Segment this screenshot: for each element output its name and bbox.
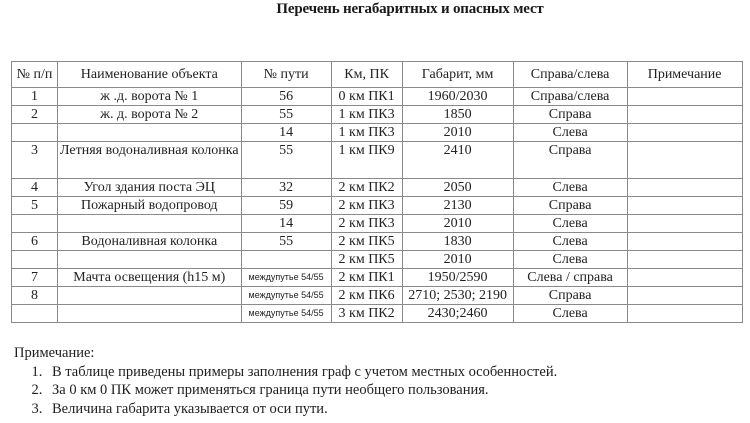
cell-name bbox=[58, 251, 242, 269]
cell-gabarit: 1850 bbox=[402, 106, 513, 124]
cell-num: 7 bbox=[12, 269, 58, 287]
cell-km: 0 км ПК1 bbox=[331, 88, 402, 106]
cell-note bbox=[627, 88, 742, 106]
cell-km: 2 км ПК6 bbox=[331, 287, 402, 305]
cell-track: 14 bbox=[241, 215, 331, 233]
cell-gabarit: 2410 bbox=[402, 142, 513, 179]
table-row bbox=[12, 142, 743, 179]
cell-track: 32 bbox=[241, 179, 331, 197]
header-track: № пути bbox=[241, 62, 331, 88]
cell-side: Справа bbox=[513, 142, 627, 179]
cell-num: 3 bbox=[12, 142, 58, 179]
notes-list bbox=[14, 363, 557, 419]
cell-side: Слева bbox=[513, 215, 627, 233]
cell-side: Слева / справа bbox=[513, 269, 627, 287]
cell-note bbox=[627, 124, 742, 142]
cell-num: 5 bbox=[12, 197, 58, 215]
cell-track: 59 bbox=[241, 197, 331, 215]
note-item: 2. За 0 км 0 ПК может применяться граница пути необщего пользования. bbox=[46, 381, 557, 400]
table-row bbox=[12, 88, 743, 106]
cell-note bbox=[627, 197, 742, 215]
cell-km: 1 км ПК3 bbox=[331, 106, 402, 124]
cell-gabarit: 2050 bbox=[402, 179, 513, 197]
cell-track: 56 bbox=[241, 88, 331, 106]
cell-track: 55 bbox=[241, 233, 331, 251]
cell-side: Слева bbox=[513, 179, 627, 197]
table-row bbox=[12, 179, 743, 197]
table-row bbox=[12, 287, 743, 305]
cell-side: Слева bbox=[513, 233, 627, 251]
cell-num bbox=[12, 251, 58, 269]
cell-side: Справа bbox=[513, 197, 627, 215]
cell-km: 2 км ПК5 bbox=[331, 233, 402, 251]
cell-name: Водоналивная колонка bbox=[58, 233, 242, 251]
cell-num: 1 bbox=[12, 88, 58, 106]
table-row bbox=[12, 124, 743, 142]
table-row bbox=[12, 251, 743, 269]
cell-km: 2 км ПК3 bbox=[331, 215, 402, 233]
cell-gabarit: 2430;2460 bbox=[402, 305, 513, 323]
notes-heading: Примечание: bbox=[14, 345, 95, 361]
cell-num: 8 bbox=[12, 287, 58, 305]
header-name: Наименование объекта bbox=[58, 62, 242, 88]
cell-gabarit: 1960/2030 bbox=[402, 88, 513, 106]
cell-name: Летняя водоналивная колонка bbox=[58, 142, 242, 179]
cell-note bbox=[627, 142, 742, 179]
cell-side: Справа/слева bbox=[513, 88, 627, 106]
cell-track: междупутье 54/55 bbox=[241, 305, 331, 323]
cell-km: 2 км ПК3 bbox=[331, 197, 402, 215]
cell-note bbox=[627, 251, 742, 269]
table-row bbox=[12, 233, 743, 251]
cell-num: 6 bbox=[12, 233, 58, 251]
cell-track bbox=[241, 251, 331, 269]
cell-side: Слева bbox=[513, 124, 627, 142]
cell-note bbox=[627, 287, 742, 305]
cell-note bbox=[627, 269, 742, 287]
cell-gabarit: 2130 bbox=[402, 197, 513, 215]
cell-note bbox=[627, 179, 742, 197]
header-gabarit: Габарит, мм bbox=[402, 62, 513, 88]
cell-num bbox=[12, 124, 58, 142]
header-km: Км, ПК bbox=[331, 62, 402, 88]
cell-num bbox=[12, 215, 58, 233]
cell-name: Угол здания поста ЭЦ bbox=[58, 179, 242, 197]
cell-km: 1 км ПК3 bbox=[331, 124, 402, 142]
cell-km: 2 км ПК2 bbox=[331, 179, 402, 197]
cell-note bbox=[627, 215, 742, 233]
cell-track: междупутье 54/55 bbox=[241, 269, 331, 287]
oversize-places-table bbox=[11, 61, 743, 323]
cell-name: Мачта освещения (h15 м) bbox=[58, 269, 242, 287]
cell-gabarit: 2010 bbox=[402, 215, 513, 233]
cell-gabarit: 2710; 2530; 2190 bbox=[402, 287, 513, 305]
notes-section bbox=[14, 344, 557, 418]
note-item: 1. В таблице приведены примеры заполнения граф с учетом местных особенностей. bbox=[46, 363, 557, 382]
table-header-row bbox=[12, 62, 743, 88]
cell-note bbox=[627, 305, 742, 323]
cell-num bbox=[12, 305, 58, 323]
table-row bbox=[12, 215, 743, 233]
cell-name: ж. д. ворота № 2 bbox=[58, 106, 242, 124]
cell-note bbox=[627, 233, 742, 251]
cell-gabarit: 1830 bbox=[402, 233, 513, 251]
cell-side: Слева bbox=[513, 305, 627, 323]
table-row bbox=[12, 269, 743, 287]
cell-num: 4 bbox=[12, 179, 58, 197]
table-row bbox=[12, 305, 743, 323]
document-title: Перечень негабаритных и опасных мест bbox=[276, 1, 544, 17]
table-row bbox=[12, 106, 743, 124]
cell-side: Справа bbox=[513, 106, 627, 124]
table-row bbox=[12, 197, 743, 215]
cell-km: 1 км ПК9 bbox=[331, 142, 402, 179]
cell-km: 2 км ПК1 bbox=[331, 269, 402, 287]
cell-name bbox=[58, 305, 242, 323]
cell-name: ж .д. ворота № 1 bbox=[58, 88, 242, 106]
cell-name bbox=[58, 215, 242, 233]
cell-name bbox=[58, 287, 242, 305]
cell-track: 55 bbox=[241, 142, 331, 179]
cell-km: 2 км ПК5 bbox=[331, 251, 402, 269]
cell-note bbox=[627, 106, 742, 124]
cell-km: 3 км ПК2 bbox=[331, 305, 402, 323]
cell-side: Справа bbox=[513, 287, 627, 305]
note-item: 3. Величина габарита указывается от оси пути. bbox=[46, 400, 557, 419]
header-num: № п/п bbox=[12, 62, 58, 88]
cell-track: 55 bbox=[241, 106, 331, 124]
cell-gabarit: 2010 bbox=[402, 251, 513, 269]
cell-track: междупутье 54/55 bbox=[241, 287, 331, 305]
cell-name bbox=[58, 124, 242, 142]
header-note: Примечание bbox=[627, 62, 742, 88]
cell-gabarit: 2010 bbox=[402, 124, 513, 142]
header-side: Справа/слева bbox=[513, 62, 627, 88]
cell-gabarit: 1950/2590 bbox=[402, 269, 513, 287]
cell-num: 2 bbox=[12, 106, 58, 124]
cell-track: 14 bbox=[241, 124, 331, 142]
cell-side: Слева bbox=[513, 251, 627, 269]
cell-name: Пожарный водопровод bbox=[58, 197, 242, 215]
